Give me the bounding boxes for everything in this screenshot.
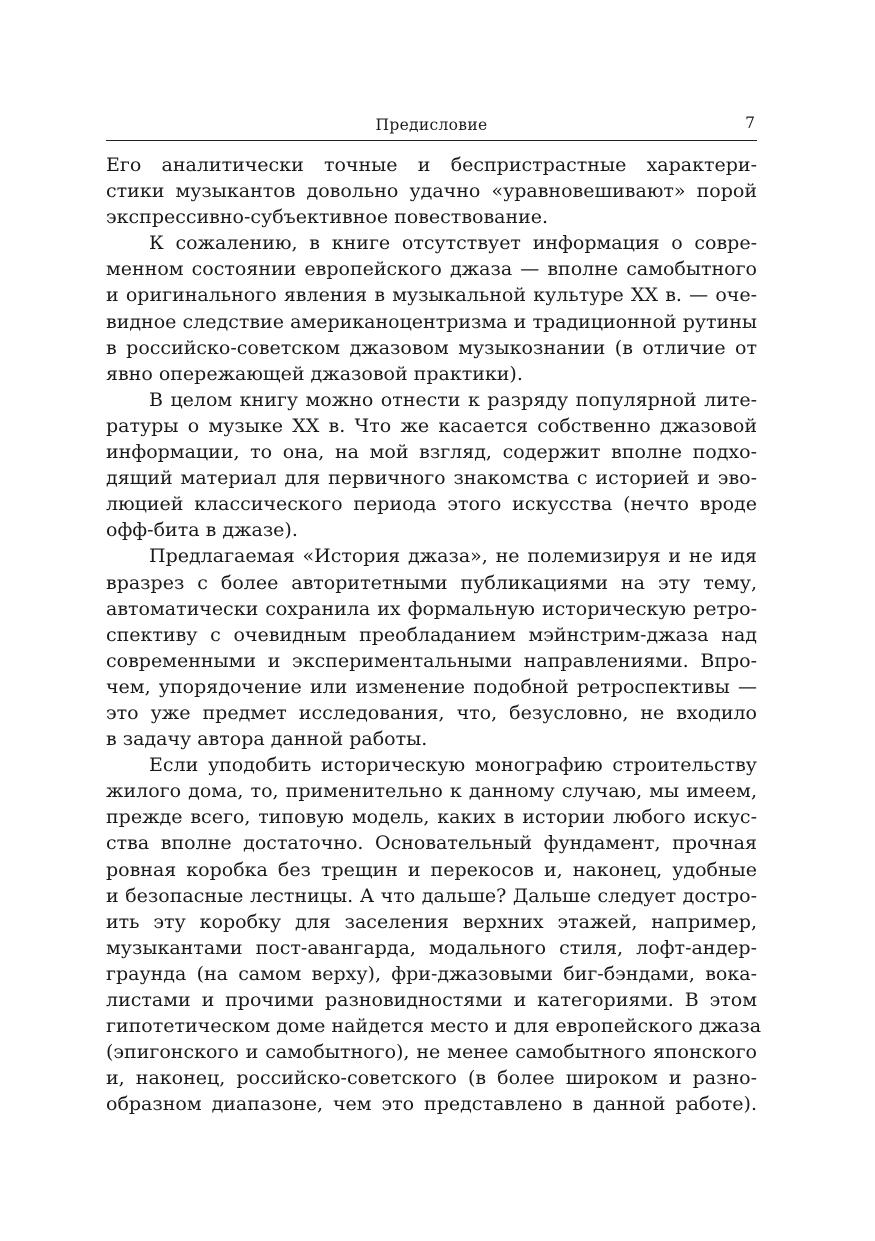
paragraph-line: люцией классического периода этого искусства (нечто вроде <box>106 493 757 516</box>
paragraph-line: в задачу автора данной работы. <box>106 728 428 751</box>
body-text <box>106 152 762 1117</box>
paragraph-line: листами и прочими разновидностями и категориями. В этом <box>106 989 757 1011</box>
header-title: Предисловие <box>375 116 488 134</box>
paragraph-line: прежде всего, типовую модель, каких в истории любого искус- <box>106 806 757 829</box>
paragraph-line: и, наконец, российско-советского (в более широком и разно- <box>106 1067 757 1090</box>
paragraph-line: гипотетическом доме найдется место и для европейского джаза <box>106 1015 762 1038</box>
paragraph-line: образном диапазоне, чем это представлено в данной работе). <box>106 1093 757 1116</box>
paragraph-line: ратуры о музыке XX в. Что же касается собственно джазовой <box>106 414 757 437</box>
paragraph-line: жилого дома, то, применительно к данному случаю, мы имеем, <box>106 780 757 803</box>
paragraph-line: вразрез с более авторитетными публикациями на эту тему, <box>106 571 757 594</box>
paragraph-line: чем, упорядочение или изменение подобной ретроспективы — <box>106 675 757 698</box>
paragraph-line: Предлагаемая «История джаза», не полемизируя и не идя <box>149 545 757 568</box>
paragraph-line: музыкантами пост-авангарда, модального стиля, лофт-андер- <box>106 936 757 959</box>
paragraph-line: это уже предмет исследования, что, безусловно, не входило <box>106 701 757 724</box>
paragraph-line: ить эту коробку для заселения верхних этажей, например, <box>106 910 757 933</box>
paragraph-line: спективу с очевидным преобладанием мэйнстрим-джаза над <box>106 623 757 646</box>
page-number: 7 <box>745 114 755 132</box>
paragraph-line: граунда (на самом верху), фри-джазовыми биг-бэндами, вока- <box>106 962 757 985</box>
paragraph-line: явно опережающей джазовой практики). <box>106 362 523 385</box>
paragraph-line: информации, то она, на мой взгляд, содержит вполне подхо- <box>106 441 757 464</box>
paragraph-line: Если уподобить историческую монографию строительству <box>149 754 757 777</box>
paragraph-line: автоматически сохранила их формальную историческую ретро- <box>106 597 757 620</box>
paragraph-line: видное следствие американоцентризма и традиционной рутины <box>106 310 757 333</box>
paragraph-line: (эпигонского и самобытного), не менее самобытного японского <box>106 1041 757 1064</box>
paragraph-line: менном состоянии европейского джаза — вполне самобытного <box>106 258 757 281</box>
paragraph-line: В целом книгу можно отнести к разряду популярной лите- <box>149 388 757 411</box>
paragraph-line: и безопасные лестницы. А что дальше? Дальше следует достро- <box>106 884 757 907</box>
paragraph-line: стики музыкантов довольно удачно «уравновешивают» порой <box>106 180 757 203</box>
paragraph-line: ровная коробка без трещин и перекосов и, наконец, удобные <box>106 858 757 881</box>
paragraph-line: К сожалению, в книге отсутствует информация о совре- <box>149 232 757 255</box>
paragraph-line: дящий материал для первичного знакомства с историей и эво- <box>106 467 757 490</box>
paragraph-line: современными и экспериментальными направлениями. Впро- <box>106 649 757 672</box>
paragraph-line: Его аналитически точные и беспристрастные характери- <box>106 154 757 176</box>
paragraph-line: экспрессивно-субъективное повествование. <box>106 206 549 229</box>
running-header <box>106 112 757 141</box>
paragraph-line: и оригинального явления в музыкальной культуре XX в. — оче- <box>106 284 757 307</box>
paragraph-line: офф-бита в джазе). <box>106 519 298 542</box>
paragraph-line: в российско-советском джазовом музыкознании (в отличие от <box>106 336 757 359</box>
paragraph-line: ства вполне достаточно. Основательный фундамент, прочная <box>106 832 757 855</box>
